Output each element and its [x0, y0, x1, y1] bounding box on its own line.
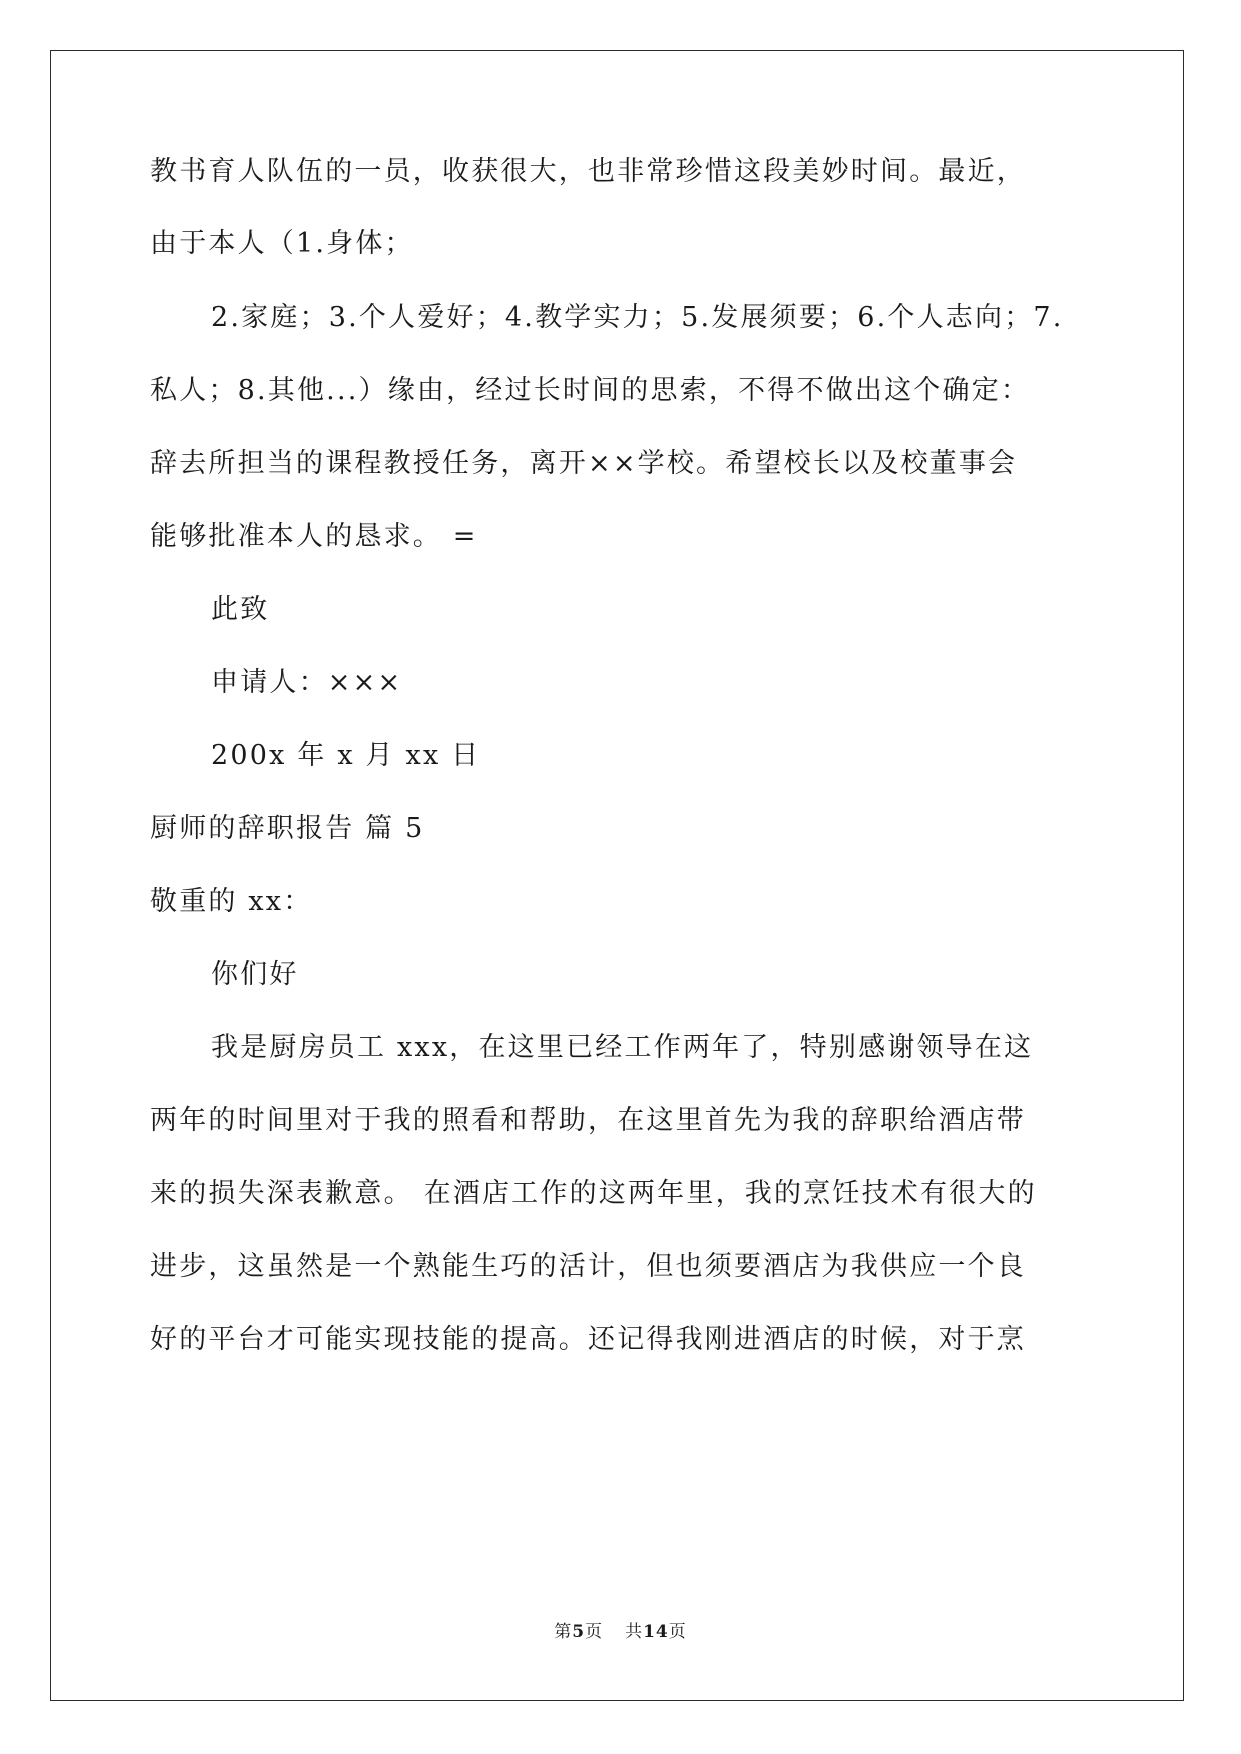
footer-page-current: 5 — [572, 1622, 586, 1642]
greeting: 你们好 — [211, 959, 299, 990]
date-line: 200x 年 x 月 xx 日 — [211, 740, 481, 771]
footer-page-prefix: 第 — [554, 1622, 573, 1642]
footer-total-prefix: 共 — [625, 1622, 644, 1642]
page-footer — [0, 1617, 1241, 1642]
body-text-line: 辞去所担当的课程教授任务，离开××学校。希望校长以及校董事会 — [150, 448, 1018, 479]
footer-page-total: 14 — [643, 1622, 669, 1642]
applicant-signature: 申请人：××× — [211, 667, 403, 698]
body-text-line: 好的平台才可能实现技能的提高。还记得我刚进酒店的时候，对于烹 — [150, 1324, 1026, 1355]
body-text-line: 由于本人（1.身体； — [150, 228, 414, 259]
footer-total-suffix: 页 — [668, 1622, 687, 1642]
section-heading: 厨师的辞职报告 篇 5 — [150, 813, 425, 844]
body-text-line: 私人；8.其他...）缘由，经过长时间的思索，不得不做出这个确定： — [150, 375, 1031, 406]
body-text-line: 教书育人队伍的一员，收获很大，也非常珍惜这段美妙时间。最近， — [150, 156, 1026, 187]
body-text-line: 2.家庭；3.个人爱好；4.教学实力；5.发展须要；6.个人志向；7. — [211, 302, 1064, 333]
body-text-line: 两年的时间里对于我的照看和帮助，在这里首先为我的辞职给酒店带 — [150, 1105, 1026, 1136]
greeting-addressee: 敬重的 xx： — [150, 886, 313, 917]
body-text-line: 我是厨房员工 xxx，在这里已经工作两年了，特别感谢领导在这 — [211, 1032, 1034, 1063]
footer-page-mid: 页 — [585, 1622, 604, 1642]
body-text-line: 进步，这虽然是一个熟能生巧的活计，但也须要酒店为我供应一个良 — [150, 1251, 1026, 1282]
body-text-line: 来的损失深表歉意。 在酒店工作的这两年里，我的烹饪技术有很大的 — [150, 1178, 1037, 1209]
closing-salutation: 此致 — [211, 594, 270, 625]
body-text-line: 能够批准本人的恳求。 = — [150, 521, 478, 552]
page-border — [50, 50, 1184, 1701]
